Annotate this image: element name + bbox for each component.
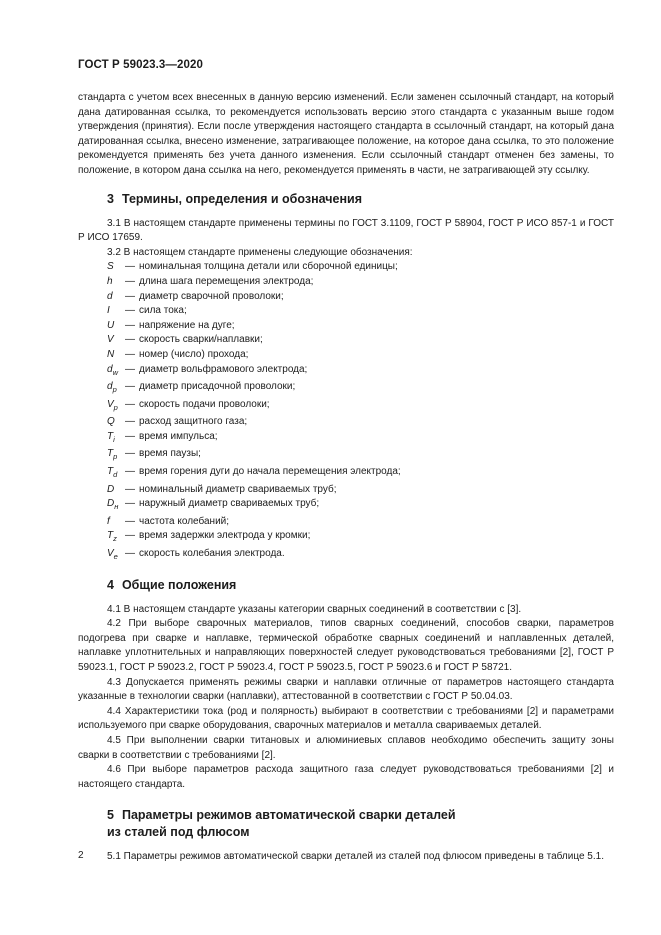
symbol-dash: —: [125, 290, 135, 302]
clause-4-6: 4.6 При выборе параметров расхода защитного газа следует руководствоваться требованиями [2] и настоящего стандарта.: [78, 764, 614, 790]
symbol-dash: —: [125, 430, 135, 442]
symbol-dash: —: [125, 334, 135, 346]
symbol-item: [107, 497, 614, 515]
symbol-item: [107, 398, 614, 416]
clause-3-1: 3.1 В настоящем стандарте применены термины по ГОСТ 3.1109, ГОСТ Р 58904, ГОСТ Р ИСО 857-1 и ГОСТ Р ИСО 17659.: [78, 217, 614, 244]
symbol-subscript: d: [113, 470, 118, 480]
section-5-title-line-1: Параметры режимов автоматической сварки деталей: [121, 808, 456, 823]
symbol-description: скорость колебания электрода.: [139, 548, 285, 560]
symbol-base: N: [107, 348, 115, 360]
symbol-description: наружный диаметр свариваемых труб;: [139, 498, 320, 510]
symbol-subscript: i: [113, 434, 115, 444]
symbol-dash: —: [125, 398, 135, 410]
symbol-base: T: [107, 466, 114, 478]
symbol-notation: [107, 275, 125, 290]
symbol-dash: —: [125, 348, 135, 360]
symbol-dash: —: [125, 305, 135, 317]
symbol-subscript: p: [113, 452, 118, 462]
symbol-base: Q: [107, 416, 115, 428]
symbol-description: диаметр сварочной проволоки;: [139, 290, 284, 302]
symbol-description: диаметр вольфрамового электрода;: [139, 363, 308, 375]
symbol-description: диаметр присадочной проволоки;: [139, 381, 296, 393]
symbol-base: V: [107, 334, 114, 346]
symbol-base: d: [107, 290, 113, 302]
symbol-item: [107, 363, 614, 381]
symbol-dash: —: [125, 448, 135, 460]
page-content: [78, 91, 614, 865]
symbol-notation: [107, 465, 125, 483]
symbol-dash: —: [125, 498, 135, 510]
symbol-notation: [107, 333, 125, 348]
symbol-notation: [107, 497, 125, 515]
symbol-dash: —: [125, 363, 135, 375]
section-5-heading: [107, 807, 614, 841]
symbol-description: сила тока;: [139, 305, 187, 317]
symbol-description: время паузы;: [139, 448, 201, 460]
symbol-base: d: [107, 381, 113, 393]
symbol-dash: —: [125, 483, 135, 495]
symbol-notation: [107, 290, 125, 305]
symbols-list: [107, 260, 614, 564]
section-3-number: 3: [107, 191, 114, 206]
symbol-description: номер (число) прохода;: [139, 348, 249, 360]
symbol-dash: —: [125, 261, 135, 273]
symbol-notation: [107, 430, 125, 448]
symbol-description: время горения дуги до начала перемещения электрода;: [139, 466, 401, 478]
clause-4-2: 4.2 При выборе сварочных материалов, типов сварных соединений, способов сварки, параметров подогрева при сварке и наплавке, термической обработке сварных соединений и наплавленных деталей, наплавке уплотнительных и направляющих поверхностей следует руководствоваться требованиями [2], ГОСТ Р 59023.1, ГОСТ Р 59023.2, ГОСТ Р 59023.4, ГОСТ Р 59023.5, ГОСТ Р 59023.6 и ГОСТ Р 58721.: [78, 618, 614, 673]
section-4-title: Общие положения: [121, 577, 237, 592]
symbol-base: T: [107, 530, 114, 542]
symbol-item: [107, 319, 614, 334]
symbol-base: V: [107, 398, 114, 410]
symbol-item: [107, 290, 614, 305]
symbol-subscript: e: [113, 552, 118, 562]
symbol-dash: —: [125, 275, 135, 287]
page-number: 2: [78, 850, 84, 861]
symbol-notation: [107, 260, 125, 275]
symbol-notation: [107, 319, 125, 334]
symbol-item: [107, 529, 614, 547]
symbol-base: D: [107, 483, 115, 495]
symbol-description: номинальная толщина детали или сборочной единицы;: [139, 261, 398, 273]
symbol-description: скорость сварки/наплавки;: [139, 334, 263, 346]
symbol-item: [107, 415, 614, 430]
symbol-subscript: w: [112, 367, 118, 377]
symbol-dash: —: [125, 416, 135, 428]
symbol-base: f: [107, 515, 110, 527]
symbol-item: [107, 515, 614, 530]
section-4-heading: [107, 577, 614, 594]
clause-4-5: 4.5 При выполнении сварки титановых и алюминиевых сплавов необходимо обеспечить защиту зоны сварки в соответствии с требованиями [2].: [78, 734, 614, 761]
page-header-standard-number: ГОСТ Р 59023.3—2020: [78, 59, 203, 71]
symbol-item: [107, 465, 614, 483]
symbol-base: D: [107, 498, 115, 510]
clause-4-3: 4.3 Допускается применять режимы сварки и наплавки отличные от параметров настоящего стандарта указанные в технологии сварки (наплавки), аттестованной в соответствии с ГОСТ Р 50.04.03.: [78, 676, 614, 703]
symbol-description: расход защитного газа;: [139, 416, 248, 428]
symbol-base: d: [107, 363, 113, 375]
symbol-base: T: [107, 448, 114, 460]
symbol-subscript: z: [113, 534, 117, 544]
symbol-item: [107, 380, 614, 398]
symbol-notation: [107, 415, 125, 430]
clause-4-4: 4.4 Характеристики тока (род и полярность) выбирают в соответствии с требованиями [2] и параметрами используемого при сварке оборудования, сварочных материалов и металла свариваемых деталей.: [78, 705, 614, 732]
symbol-description: скорость подачи проволоки;: [139, 398, 270, 410]
symbol-base: U: [107, 319, 115, 331]
symbol-subscript: p: [113, 402, 118, 412]
symbol-dash: —: [125, 515, 135, 527]
symbol-notation: [107, 348, 125, 363]
symbol-dash: —: [125, 319, 135, 331]
intro-paragraph: стандарта с учетом всех внесенных в данную версию изменений. Если заменен ссылочный стандарт, на который дана датированная ссылка, то рекомендуется использовать версию этого стандарта с указанным выше годом утверждения (принятия). Если после утверждения настоящего стандарта в ссылочный стандарт, на который дана датированная ссылка, внесено изменение, затрагивающее положение, на которое дана ссылка, то это положение рекомендуется применять без учета данного изменения. Если ссылочный стандарт отменен без замены, то положение, в котором дана ссылка на него, рекомендуется применять в части, не затрагивающей эту ссылку.: [78, 92, 614, 176]
clause-5-1: 5.1 Параметры режимов автоматической сварки деталей из сталей под флюсом приведены в таблице 5.1.: [107, 851, 604, 863]
symbol-description: частота колебаний;: [139, 515, 230, 527]
symbol-notation: [107, 483, 125, 498]
symbol-item: [107, 304, 614, 319]
symbol-dash: —: [125, 466, 135, 478]
section-4-number: 4: [107, 577, 114, 592]
symbol-base: S: [107, 261, 114, 273]
section-5-title-line-2: из сталей под флюсом: [107, 825, 250, 840]
symbol-notation: [107, 529, 125, 547]
symbol-notation: [107, 447, 125, 465]
symbol-item: [107, 547, 614, 565]
symbol-notation: [107, 547, 125, 565]
symbol-item: [107, 430, 614, 448]
symbol-description: время импульса;: [139, 430, 218, 442]
symbol-base: I: [107, 305, 110, 317]
symbol-item: [107, 447, 614, 465]
symbol-notation: [107, 380, 125, 398]
symbol-dash: —: [125, 530, 135, 542]
symbol-description: время задержки электрода у кромки;: [139, 530, 311, 542]
section-3-title: Термины, определения и обозначения: [121, 191, 363, 206]
symbol-dash: —: [125, 381, 135, 393]
symbol-item: [107, 348, 614, 363]
symbol-item: [107, 275, 614, 290]
section-5-number: 5: [107, 808, 114, 823]
symbol-subscript: н: [114, 502, 119, 512]
symbol-notation: [107, 304, 125, 319]
symbol-notation: [107, 515, 125, 530]
symbol-base: h: [107, 275, 113, 287]
symbol-item: [107, 483, 614, 498]
symbol-item: [107, 260, 614, 275]
symbol-base: T: [107, 430, 114, 442]
clause-3-2: 3.2 В настоящем стандарте применены следующие обозначения:: [107, 246, 413, 258]
symbol-subscript: p: [112, 385, 117, 395]
clause-4-1: 4.1 В настоящем стандарте указаны категории сварных соединений в соответствии с [3].: [107, 603, 522, 615]
symbol-description: напряжение на дуге;: [139, 319, 235, 331]
section-3-heading: [107, 191, 614, 208]
symbol-item: [107, 333, 614, 348]
symbol-description: длина шага перемещения электрода;: [139, 275, 314, 287]
symbol-notation: [107, 363, 125, 381]
symbol-dash: —: [125, 548, 135, 560]
symbol-description: номинальный диаметр свариваемых труб;: [139, 483, 337, 495]
symbol-notation: [107, 398, 125, 416]
symbol-base: V: [107, 548, 114, 560]
